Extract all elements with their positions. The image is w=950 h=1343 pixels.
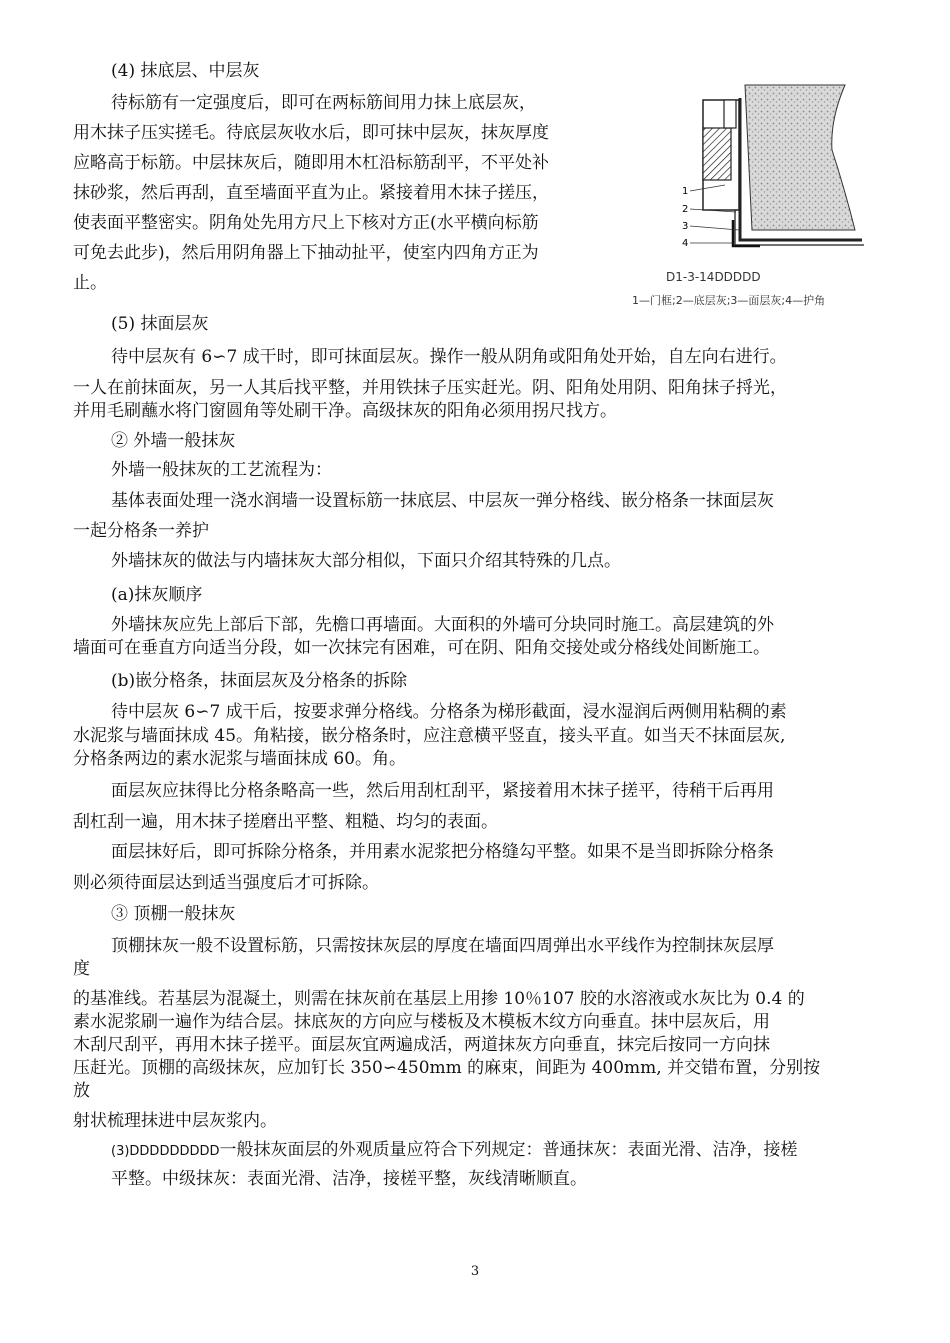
exterior-a-heading: (a)抹灰顺序	[111, 585, 203, 605]
section-5-line-3: 并用毛刷蘸水将门窗圆角等处刷干净。高级抹灰的阳角必须用拐尺找方。	[73, 401, 617, 421]
ceiling-line-5: 压赶光。顶棚的高级抹灰，应加钉长 350∽450mm 的麻束，间距为 400mm, 并交错布置，分别按	[73, 1058, 821, 1078]
section-5-heading: (5) 抹面层灰	[111, 314, 209, 334]
ceiling-line-6: 放	[73, 1081, 90, 1101]
quality-text-1: 一般抹灰面层的外观质量应符合下列规定：普通抹灰：表面光滑、洁净，接槎	[219, 1140, 798, 1160]
quality-line-1	[111, 1139, 798, 1163]
exterior-b-line-3: 分格条两边的素水泥浆与墙面抹成 60。角。	[73, 749, 407, 769]
exterior-b-line-1: 待中层灰 6∽7 成干后，按要求弹分格线。分格条为梯形截面，浸水湿润后两侧用粘稠的素	[111, 702, 787, 722]
exterior-flow-intro: 外墙一般抹灰的工艺流程为：	[111, 460, 332, 480]
ceiling-line-4: 木刮尺刮平，再用木抹子搓平。面层灰宜两遍成活，两道抹灰方向垂直，抹完后按同一方向抹	[73, 1035, 770, 1055]
page-number: 3	[470, 1264, 480, 1279]
exterior-note: 外墙抹灰的做法与内墙抹灰大部分相似，下面只介绍其特殊的几点。	[111, 551, 621, 571]
section-4-heading: (4) 抹底层、中层灰	[111, 61, 260, 81]
figure-label-4: 4	[682, 238, 689, 249]
quality-prefix: (3)DDDDDDDDD	[111, 1144, 220, 1159]
section-4-line-2: 用木抹子压实搓毛。待底层灰收水后，即可抹中层灰，抹灰厚度	[73, 123, 549, 143]
ceiling-line-3: 素水泥浆刷一遍作为结合层。抹底灰的方向应与楼板及木模板木纹方向垂直。抹中层灰后，用	[73, 1012, 770, 1032]
ceiling-line-1b: 度	[73, 959, 90, 979]
figure-label-2: 2	[682, 204, 689, 215]
section-4-line-3: 应略高于标筋。中层抹灰后，随即用木杠沿标筋刮平，不平处补	[73, 153, 549, 173]
exterior-flow-line-1: 基体表面处理一浇水润墙一设置标筋一抹底层、中层灰一弹分格线、嵌分格条一抹面层灰	[111, 491, 774, 511]
exterior-b-heading: (b)嵌分格条，抹面层灰及分格条的拆除	[111, 671, 408, 691]
ceiling-line-2: 的基准线。若基层为混凝土，则需在抹灰前在基层上用掺 10％107 胶的水溶液或水灰比为 0.4 的	[73, 989, 805, 1009]
section-5-line-1: 待中层灰有 6∽7 成干时，即可抹面层灰。操作一般从阴角或阳角处开始，自左向右进行。	[111, 347, 787, 367]
section-4-line-5: 使表面平整密实。阴角处先用方尺上下核对方正(水平横向标筋	[73, 213, 539, 233]
exterior-heading: ② 外墙一般抹灰	[111, 431, 236, 451]
figure-label-1: 1	[682, 186, 689, 197]
section-4-line-1: 待标筋有一定强度后，即可在两标筋间用力抹上底层灰，	[111, 93, 536, 113]
section-4-line-6: 可免去此步)，然后用阴角器上下抽动扯平，使室内四角方正为	[73, 243, 539, 263]
ceiling-line-7: 射状梳理抹进中层灰浆内。	[73, 1111, 277, 1131]
section-5-line-2: 一人在前抹面灰，另一人其后找平整，并用铁抹子压实赶光。阴、阳角处用阴、阳角抹子捋光，	[73, 378, 787, 398]
figure-caption-legend: 1—门框;2—底层灰;3—面层灰;4—护角	[632, 294, 826, 307]
section-4-line-4: 抹砂浆，然后再刮，直至墙面平直为止。紧接着用木抹子搓压，	[73, 183, 549, 203]
exterior-b-line-2: 水泥浆与墙面抹成 45。角粘接，嵌分格条时，应注意横平竖直，接头平直。如当天不抹面层灰,	[73, 726, 786, 746]
quality-line-2: 平整。中级抹灰：表面光滑、洁净，接槎平整，灰线清晰顺直。	[111, 1169, 587, 1189]
exterior-c-line-1: 面层灰应抹得比分格条略高一些，然后用刮杠刮平，紧接着用木抹子搓平，待稍干后再用	[111, 781, 774, 801]
ceiling-line-1: 顶棚抹灰一般不设置标筋，只需按抹灰层的厚度在墙面四周弹出水平线作为控制抹灰层厚	[111, 936, 774, 956]
exterior-d-line-1: 面层抹好后，即可拆除分格条，并用素水泥浆把分格缝勾平整。如果不是当即拆除分格条	[111, 842, 774, 862]
figure-label-3: 3	[682, 221, 689, 232]
exterior-d-line-2: 则必须待面层达到适当强度后才可拆除。	[73, 873, 379, 893]
section-4-line-7: 止。	[73, 273, 107, 293]
figure-caption-title: D1-3-14DDDDD	[666, 270, 761, 284]
ceiling-heading: ③ 顶棚一般抹灰	[111, 904, 236, 924]
exterior-flow-line-2: 一起分格条一养护	[73, 521, 209, 541]
exterior-a-line-1: 外墙抹灰应先上部后下部，先檐口再墙面。大面积的外墙可分块同时施工。高层建筑的外	[111, 615, 774, 635]
exterior-a-line-2: 墙面可在垂直方向适当分段，如一次抹完有困难，可在阴、阳角交接处或分格线处间断施工。	[73, 638, 770, 658]
exterior-c-line-2: 刮杠刮一遍，用木抹子搓磨出平整、粗糙、均匀的表面。	[73, 812, 498, 832]
